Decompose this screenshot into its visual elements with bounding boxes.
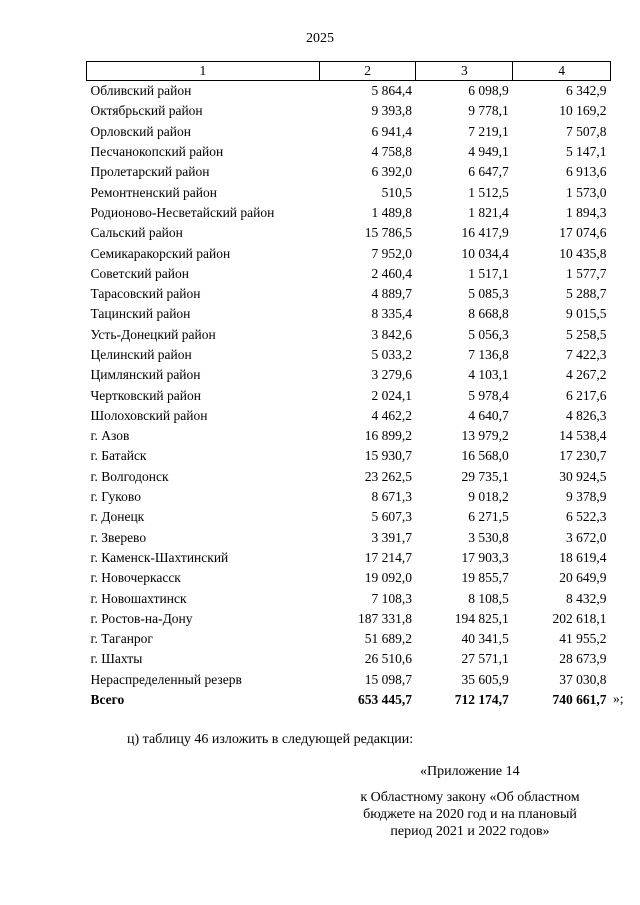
row-value: 7 422,3 (566, 347, 607, 362)
row-value: 23 262,5 (364, 468, 412, 484)
row-value: 7 219,1 (468, 123, 509, 139)
row-value: 5 288,7 (566, 286, 607, 302)
row-territory-name: Ремонтненский район (90, 184, 217, 200)
row-value: 1 894,3 (566, 204, 607, 220)
row-value: 9 018,2 (468, 489, 509, 505)
row-territory-name: г. Батайск (90, 448, 147, 464)
row-territory-name: г. Азов (90, 428, 130, 444)
row-value: 16 568,0 (461, 448, 509, 464)
table-row (87, 243, 611, 263)
row-value: 187 331,8 (357, 610, 412, 626)
row-value: 6 941,4 (371, 123, 412, 139)
total-value-2021: 712 174,7 (454, 692, 509, 708)
table-row (87, 325, 611, 345)
row-territory-name: г. Новочеркасск (90, 570, 181, 586)
table-row (87, 507, 611, 527)
row-value: 9 378,9 (566, 489, 607, 505)
row-value: 4 640,7 (468, 407, 509, 423)
row-territory-name: г. Донецк (90, 509, 145, 525)
column-header-1: 1 (87, 62, 320, 81)
row-value: 4 889,7 (371, 286, 412, 302)
row-value: 6 217,6 (566, 387, 607, 403)
row-value: 8 432,9 (566, 590, 607, 606)
row-value: 3 672,0 (566, 529, 607, 545)
row-value: 4 103,1 (468, 367, 509, 383)
row-territory-name: г. Таганрог (90, 631, 153, 647)
row-value: 28 673,9 (559, 651, 607, 667)
row-territory-name: г. Новошахтинск (90, 590, 187, 606)
row-territory-name: Орловский район (90, 123, 191, 139)
table-row (87, 629, 611, 649)
table-row (87, 203, 611, 223)
row-value: 41 955,2 (559, 631, 607, 647)
row-value: 37 030,8 (559, 671, 607, 687)
table-row (87, 284, 611, 304)
row-value: 1 821,4 (468, 204, 509, 220)
table-row (87, 588, 611, 608)
row-value: 5 085,3 (468, 286, 509, 302)
row-value: 7 952,0 (371, 245, 412, 261)
row-territory-name: г. Шахты (90, 651, 143, 667)
table-row (87, 162, 611, 182)
row-value: 8 671,3 (371, 489, 412, 505)
row-value: 1 517,1 (468, 265, 509, 281)
table-row (87, 182, 611, 202)
table-row (87, 670, 611, 690)
row-value: 2 024,1 (371, 387, 412, 403)
table-row (87, 446, 611, 466)
row-territory-name: Целинский район (90, 347, 192, 362)
row-value: 17 903,3 (461, 549, 509, 565)
column-header-3: 3 (416, 62, 513, 81)
row-territory-name: Пролетарский район (90, 164, 210, 180)
row-value: 6 522,3 (566, 509, 607, 525)
row-territory-name: Шолоховский район (90, 407, 208, 423)
row-value: 1 512,5 (468, 184, 509, 200)
row-value: 8 668,8 (468, 306, 509, 322)
row-territory-name: Цимлянский район (90, 367, 201, 383)
row-value: 5 258,5 (566, 326, 607, 342)
table-row (87, 467, 611, 487)
row-value: 4 758,8 (371, 144, 412, 160)
row-value: 29 735,1 (461, 468, 509, 484)
row-value: 15 930,7 (364, 448, 412, 464)
table-row (87, 122, 611, 142)
row-value: 4 949,1 (468, 144, 509, 160)
row-value: 7 136,8 (468, 347, 509, 362)
row-value: 10 034,4 (461, 245, 509, 261)
column-header-2: 2 (319, 62, 416, 81)
table-row (87, 345, 611, 365)
page-number: 2025 (306, 31, 334, 46)
table-row (87, 385, 611, 405)
table-row (87, 568, 611, 588)
table-row (87, 264, 611, 284)
total-row (87, 690, 611, 710)
row-value: 6 271,5 (468, 509, 509, 525)
appendix-title: «Приложение 14 (420, 764, 520, 779)
row-value: 6 392,0 (371, 164, 412, 180)
row-value: 5 607,3 (371, 509, 412, 525)
row-value: 20 649,9 (559, 570, 607, 586)
row-value: 4 462,2 (371, 407, 412, 423)
row-value: 51 689,2 (364, 631, 412, 647)
row-value: 27 571,1 (461, 651, 509, 667)
row-territory-name: Октябрьский район (90, 103, 203, 119)
row-value: 1 577,7 (566, 265, 607, 281)
row-value: 15 786,5 (364, 225, 412, 241)
row-value: 19 855,7 (461, 570, 509, 586)
row-value: 9 393,8 (371, 103, 412, 119)
column-header-4: 4 (513, 62, 611, 81)
total-value-2022: 740 661,7 (552, 692, 607, 708)
row-value: 3 391,7 (371, 529, 412, 545)
row-territory-name: Семикаракорский район (90, 245, 231, 261)
row-value: 5 978,4 (468, 387, 509, 403)
row-value: 6 342,9 (566, 83, 607, 99)
row-value: 3 530,8 (468, 529, 509, 545)
table-row (87, 609, 611, 629)
row-value: 26 510,6 (364, 651, 412, 667)
row-value: 3 842,6 (371, 326, 412, 342)
row-value: 3 279,6 (371, 367, 412, 383)
row-value: 4 267,2 (566, 367, 607, 383)
row-value: 5 864,4 (371, 83, 412, 99)
table-row (87, 406, 611, 426)
row-territory-name: г. Ростов-на-Дону (90, 610, 193, 626)
row-territory-name: Песчанокопский район (90, 144, 224, 160)
row-value: 9 015,5 (566, 306, 607, 322)
table-row (87, 365, 611, 385)
row-value: 35 605,9 (461, 671, 509, 687)
row-territory-name: г. Каменск-Шахтинский (90, 549, 229, 565)
table-body (87, 81, 611, 690)
row-value: 1 573,0 (566, 184, 607, 200)
table-row (87, 487, 611, 507)
row-territory-name: Чертковский район (90, 387, 201, 403)
row-value: 40 341,5 (461, 631, 509, 647)
row-territory-name: Тацинский район (90, 306, 191, 322)
row-value: 19 092,0 (364, 570, 412, 586)
amendment-instruction: ц) таблицу 46 изложить в следующей редакции: (127, 732, 414, 747)
row-value: 8 108,5 (468, 590, 509, 606)
row-value: 4 826,3 (566, 407, 607, 423)
row-territory-name: Тарасовский район (90, 286, 201, 302)
row-territory-name: г. Гуково (90, 489, 141, 505)
row-value: 194 825,1 (454, 610, 509, 626)
row-value: 16 899,2 (364, 428, 412, 444)
table-row (87, 426, 611, 446)
table-header-row (87, 62, 611, 81)
row-value: 10 435,8 (559, 245, 607, 261)
row-value: 17 230,7 (559, 448, 607, 464)
row-value: 5 056,3 (468, 326, 509, 342)
row-value: 17 074,6 (559, 225, 607, 241)
row-value: 7 108,3 (371, 590, 412, 606)
row-value: 5 033,2 (371, 347, 412, 362)
table-row (87, 101, 611, 121)
row-value: 30 924,5 (559, 468, 607, 484)
table-row (87, 223, 611, 243)
row-territory-name: Сальский район (90, 225, 183, 241)
row-value: 9 778,1 (468, 103, 509, 119)
row-territory-name: Нераспределенный резерв (90, 671, 242, 687)
row-value: 2 460,4 (371, 265, 412, 281)
row-territory-name: Усть-Донецкий район (90, 326, 216, 342)
table-row (87, 81, 611, 102)
table-row (87, 142, 611, 162)
row-territory-name: г. Волгодонск (90, 468, 169, 484)
appendix-reference: к Областному закону «Об областном бюджете на 2020 год и на плановый период 2021 и 2022 годов» (360, 790, 580, 839)
table-row (87, 649, 611, 669)
row-value: 14 538,4 (559, 428, 607, 444)
budget-table (86, 61, 611, 710)
row-value: 8 335,4 (371, 306, 412, 322)
row-value: 6 913,6 (566, 164, 607, 180)
row-value: 6 098,9 (468, 83, 509, 99)
row-value: 510,5 (381, 184, 412, 200)
row-value: 15 098,7 (364, 671, 412, 687)
row-value: 18 619,4 (559, 549, 607, 565)
row-value: 202 618,1 (552, 610, 607, 626)
row-value: 5 147,1 (566, 144, 607, 160)
row-value: 16 417,9 (461, 225, 509, 241)
closing-quote: »; (613, 691, 624, 706)
row-territory-name: г. Зверево (90, 529, 147, 545)
row-value: 6 647,7 (468, 164, 509, 180)
table-row (87, 304, 611, 324)
row-value: 17 214,7 (364, 549, 412, 565)
row-value: 13 979,2 (461, 428, 509, 444)
table-row (87, 528, 611, 548)
row-territory-name: Советский район (90, 265, 189, 281)
row-territory-name: Родионово-Несветайский район (90, 204, 275, 220)
table-row (87, 548, 611, 568)
row-territory-name: Обливский район (90, 83, 192, 99)
row-value: 1 489,8 (371, 204, 412, 220)
row-value: 7 507,8 (566, 123, 607, 139)
row-value: 10 169,2 (559, 103, 607, 119)
total-value-2020: 653 445,7 (357, 692, 412, 708)
total-label: Всего (90, 692, 125, 708)
